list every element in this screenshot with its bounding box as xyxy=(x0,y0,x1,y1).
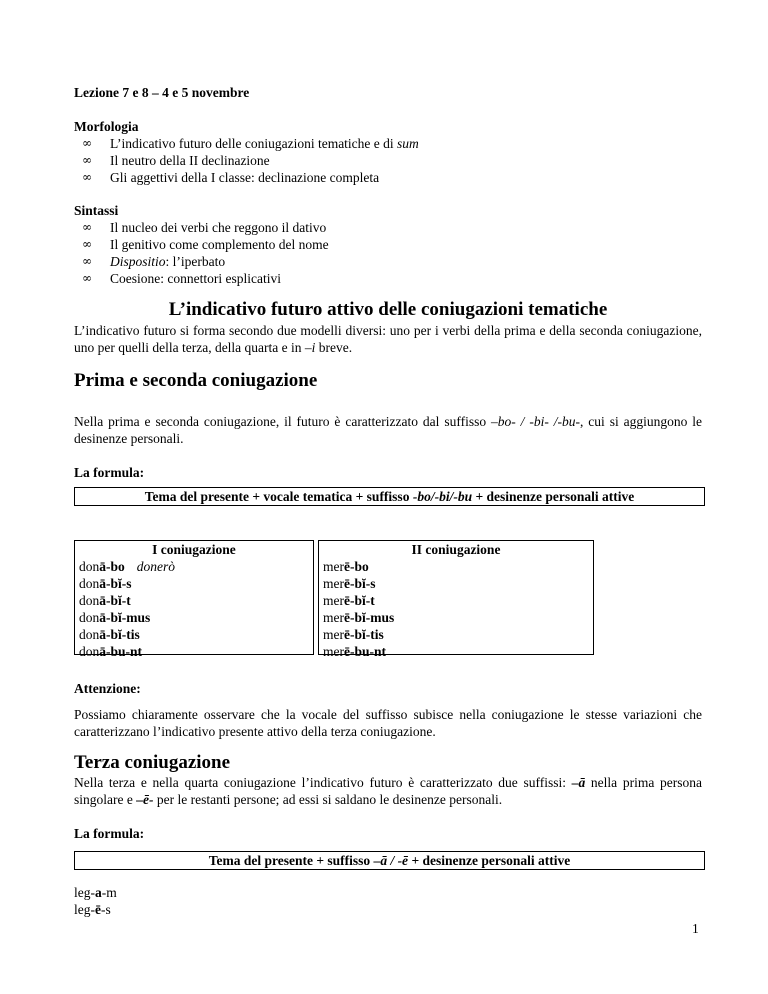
list-item: ∞ Il genitivo come complemento del nome xyxy=(74,236,694,253)
formula-label-terza: La formula: xyxy=(74,826,145,841)
table-row: donā-bĭ-s xyxy=(79,576,132,591)
attention-text: Possiamo chiaramente osservare che la vocale del suffisso subisce nella coniugazione le stesse variazioni che caratterizzano l’indicativo presente attivo della terza coniugazione. xyxy=(74,707,702,739)
list-item: ∞ Il neutro della II declinazione xyxy=(74,152,694,169)
table-row: merē-bĭ-t xyxy=(323,593,375,608)
list-item: ∞ L’indicativo futuro delle coniugazioni tematiche e di sum xyxy=(74,135,694,152)
infinity-bullet-icon: ∞ xyxy=(82,170,92,184)
infinity-bullet-icon: ∞ xyxy=(82,271,92,285)
page-number: 1 xyxy=(692,921,699,936)
formula-box: Tema del presente + vocale tematica + suffisso -bo/-bi/-bu + desinenze personali attive xyxy=(74,487,705,506)
table-row: donā-bu-nt xyxy=(79,644,143,659)
table-row: merē-bĭ-mus xyxy=(323,610,395,625)
gloss: donerò xyxy=(136,559,176,574)
example-line: leg-ē-s xyxy=(74,902,111,917)
table-row: merē-bĭ-s xyxy=(323,576,376,591)
infinity-bullet-icon: ∞ xyxy=(82,254,92,268)
sintassi-list xyxy=(74,219,694,287)
sintassi-heading: Sintassi xyxy=(74,203,119,218)
table-header: I coniugazione xyxy=(152,542,236,557)
infinity-bullet-icon: ∞ xyxy=(82,237,92,251)
list-item: ∞ Dispositio: l’iperbato xyxy=(74,253,694,270)
table-row: donā-bo donerò xyxy=(79,559,176,574)
table-row: merē-bĭ-tis xyxy=(323,627,384,642)
conjugation-table-2 xyxy=(318,540,594,659)
table-row: merē-bu-nt xyxy=(323,644,387,659)
table-row: donā-bĭ-tis xyxy=(79,627,140,642)
infinity-bullet-icon: ∞ xyxy=(82,153,92,167)
list-item: ∞ Il nucleo dei verbi che reggono il dativo xyxy=(74,219,694,236)
morfologia-heading: Morfologia xyxy=(74,119,139,134)
subsection-title-terza: Terza coniugazione xyxy=(74,752,231,773)
terza-text: Nella terza e nella quarta coniugazione l’indicativo futuro è caratterizzato due suffissi: –ā nella prima persona singolare e –ē- per le restanti persone; ad essi si saldano le desinenze personali. xyxy=(74,775,702,807)
infinity-bullet-icon: ∞ xyxy=(82,220,92,234)
table-row: donā-bĭ-t xyxy=(79,593,131,608)
lesson-title: Lezione 7 e 8 – 4 e 5 novembre xyxy=(74,85,250,100)
section-intro: L’indicativo futuro si forma secondo due modelli diversi: uno per i verbi della prima e della seconda coniugazione, uno per quelli della terza, della quarta e in –i breve. xyxy=(74,323,702,355)
formula-label: La formula: xyxy=(74,465,145,480)
morfologia-list xyxy=(74,135,694,186)
prima-text: Nella prima e seconda coniugazione, il futuro è caratterizzato dal suffisso –bo- / -bi- /-bu-, cui si aggiungono le desinenze personali. xyxy=(74,414,703,446)
conjugation-table-1 xyxy=(74,540,314,659)
attention-label: Attenzione: xyxy=(74,681,141,696)
table-header: II coniugazione xyxy=(411,542,501,557)
example-line: leg-a-m xyxy=(74,885,117,900)
table-row: donā-bĭ-mus xyxy=(79,610,151,625)
subsection-title-prima: Prima e seconda coniugazione xyxy=(74,370,318,391)
list-item: ∞ Gli aggettivi della I classe: declinazione completa xyxy=(74,169,694,186)
infinity-bullet-icon: ∞ xyxy=(82,136,92,150)
table-row: merē-bo xyxy=(323,559,369,574)
formula-box-terza: Tema del presente + suffisso –ā / -ē + desinenze personali attive xyxy=(74,851,705,870)
section-title: L’indicativo futuro attivo delle coniugazioni tematiche xyxy=(168,299,608,320)
list-item: ∞ Coesione: connettori esplicativi xyxy=(74,270,694,287)
